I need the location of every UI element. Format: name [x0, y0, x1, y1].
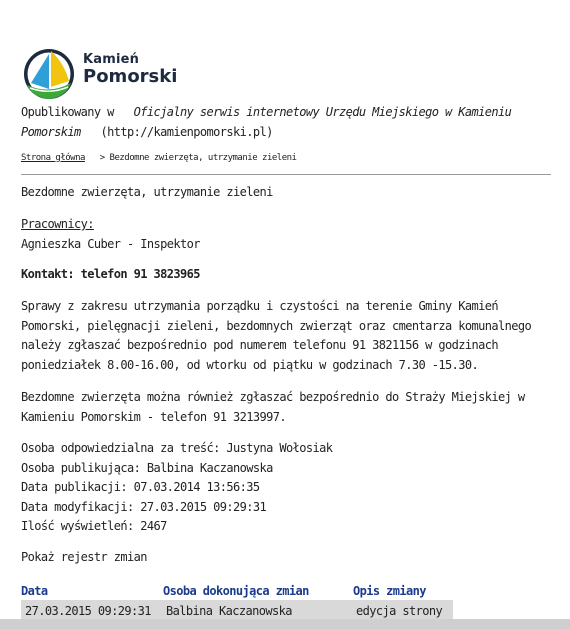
- meta-published-date: Data publikacji: 07.03.2014 13:56:35: [21, 480, 260, 494]
- paragraph-1-line: Sprawy z zakresu utrzymania porządku i czystości na terenie Gminy Kamień: [21, 299, 498, 313]
- published-in: [21, 103, 511, 142]
- show-change-log-link[interactable]: Pokaż rejestr zmian: [21, 550, 147, 564]
- row-person: Balbina Kaczanowska: [166, 604, 292, 618]
- page-title: Bezdomne zwierzęta, utrzymanie zieleni: [21, 185, 273, 199]
- paragraph-1-line: należy zgłaszać bezpośrednio pod numerem telefonu 91 3821156 w godzinach: [21, 338, 498, 352]
- meta-responsible: Osoba odpowiedzialna za treść: Justyna Wołosiak: [21, 441, 333, 455]
- horizontal-scrollbar[interactable]: [0, 619, 570, 629]
- contact-line: Kontakt: telefon 91 3823965: [21, 267, 200, 281]
- staff-person: Agnieszka Cuber - Inspektor: [21, 236, 200, 251]
- paragraph-2-line: Kamieniu Pomorskim - telefon 91 3213997.: [21, 409, 286, 424]
- staff-section: [21, 215, 200, 254]
- paragraph-2-line: Bezdomne zwierzęta można również zgłaszać bezpośrednio do Straży Miejskiej w: [21, 390, 525, 404]
- header-date: Data: [21, 584, 48, 598]
- site-logo[interactable]: [22, 45, 178, 101]
- breadcrumb-home-link[interactable]: Strona główna: [21, 153, 85, 163]
- meta-publisher: Osoba publikująca: Balbina Kaczanowska: [21, 460, 273, 475]
- paragraph-1-line: poniedziałek 8.00-16.00, od wtorku od piątku w godzinach 7.30 -15.30.: [21, 357, 479, 372]
- row-desc: edycja strony: [356, 604, 443, 618]
- meta-modified-date: Data modyfikacji: 27.03.2015 09:29:31: [21, 499, 267, 514]
- meta-views: Ilość wyświetleń: 2467: [21, 519, 167, 533]
- sailboat-logo-icon: [22, 45, 76, 101]
- table-header: [21, 584, 453, 600]
- breadcrumb: [21, 153, 296, 163]
- site-name-link[interactable]: Oficjalny serwis internetowy Urzędu Miejskiego w Kamieniu: [133, 105, 512, 119]
- site-url-link[interactable]: (http://kamienpomorski.pl): [100, 124, 273, 139]
- row-date: 27.03.2015 09:29:31: [25, 604, 151, 618]
- divider: [21, 174, 551, 175]
- published-label: Opublikowany w: [21, 105, 114, 119]
- header-desc: Opis zmiany: [353, 584, 426, 598]
- paragraph-2: [21, 388, 524, 427]
- change-history-table: [21, 584, 453, 622]
- logo-line-1: Kamień: [83, 52, 140, 67]
- site-name-link-cont[interactable]: Pomorskim: [21, 124, 81, 139]
- staff-heading: Pracownicy:: [21, 217, 94, 231]
- breadcrumb-current: > Bezdomne zwierzęta, utrzymanie zieleni: [99, 153, 297, 163]
- logo-line-2: Pomorski: [83, 66, 178, 87]
- paragraph-1: [21, 297, 531, 375]
- meta-info: [21, 439, 332, 537]
- header-person: Osoba dokonująca zmian: [163, 584, 309, 598]
- paragraph-1-line: Pomorski, pielęgnacji zieleni, bezdomnych zwierząt oraz cmentarza komunalnego: [21, 318, 532, 333]
- logo-text: [83, 53, 177, 86]
